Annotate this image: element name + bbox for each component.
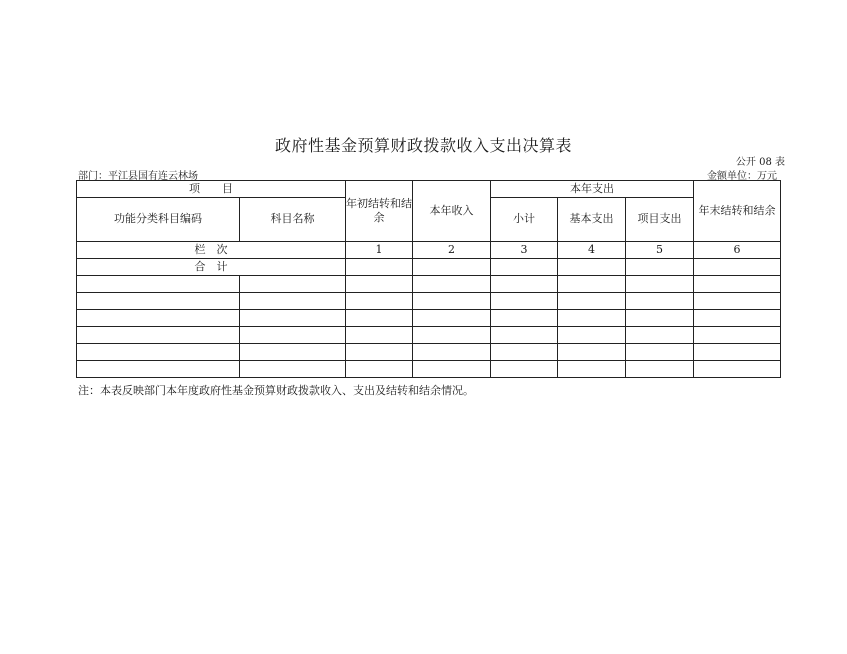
table-cell bbox=[346, 310, 413, 327]
table-row bbox=[77, 293, 781, 310]
table-cell bbox=[558, 293, 626, 310]
table-cell bbox=[77, 276, 240, 293]
table-cell bbox=[694, 276, 781, 293]
total-cell bbox=[491, 259, 558, 276]
header-item: 项 目 bbox=[77, 181, 346, 198]
table-cell bbox=[491, 293, 558, 310]
table-cell bbox=[240, 276, 346, 293]
total-cell bbox=[694, 259, 781, 276]
footnote: 注：本表反映部门本年度政府性基金预算财政拨款收入、支出及结转和结余情况。 bbox=[78, 384, 474, 397]
lanci-value: 1 bbox=[346, 242, 413, 259]
table-cell bbox=[491, 344, 558, 361]
table-cell bbox=[77, 344, 240, 361]
header-function-code: 功能分类科目编码 bbox=[77, 198, 240, 242]
table-cell bbox=[240, 293, 346, 310]
header-begin-balance: 年初结转和结余 bbox=[346, 181, 413, 242]
table-cell bbox=[626, 276, 694, 293]
lanci-label: 栏 次 bbox=[77, 242, 346, 259]
total-cell bbox=[626, 259, 694, 276]
table-cell bbox=[558, 310, 626, 327]
table-cell bbox=[413, 293, 491, 310]
header-project-expense: 项目支出 bbox=[626, 198, 694, 242]
table-cell bbox=[694, 310, 781, 327]
header-subject-name: 科目名称 bbox=[240, 198, 346, 242]
lanci-value: 5 bbox=[626, 242, 694, 259]
table-cell bbox=[491, 276, 558, 293]
header-expense-group: 本年支出 bbox=[491, 181, 694, 198]
department-label: 部门：平江县国有连云林场 bbox=[78, 171, 198, 182]
lanci-value: 4 bbox=[558, 242, 626, 259]
table-cell bbox=[413, 276, 491, 293]
budget-table bbox=[76, 180, 781, 378]
table-cell bbox=[77, 361, 240, 378]
table-cell bbox=[694, 344, 781, 361]
total-row bbox=[77, 259, 781, 276]
lanci-value: 6 bbox=[694, 242, 781, 259]
lanci-value: 2 bbox=[413, 242, 491, 259]
table-cell bbox=[346, 327, 413, 344]
table-cell bbox=[77, 327, 240, 344]
table-cell bbox=[694, 327, 781, 344]
header-subtotal: 小计 bbox=[491, 198, 558, 242]
table-cell bbox=[346, 344, 413, 361]
table-cell bbox=[626, 344, 694, 361]
header-income: 本年收入 bbox=[413, 181, 491, 242]
lanci-row bbox=[77, 242, 781, 259]
table-cell bbox=[558, 344, 626, 361]
table-cell bbox=[694, 293, 781, 310]
table-row bbox=[77, 361, 781, 378]
table-cell bbox=[346, 276, 413, 293]
table-cell bbox=[694, 361, 781, 378]
form-number: 公开 08 表 bbox=[735, 157, 785, 168]
table-cell bbox=[413, 344, 491, 361]
table-cell bbox=[491, 310, 558, 327]
table-cell bbox=[240, 344, 346, 361]
table-cell bbox=[558, 276, 626, 293]
table-cell bbox=[558, 361, 626, 378]
table-row bbox=[77, 310, 781, 327]
total-cell bbox=[558, 259, 626, 276]
table-cell bbox=[491, 327, 558, 344]
table-row bbox=[77, 327, 781, 344]
table-row bbox=[77, 276, 781, 293]
table-cell bbox=[626, 361, 694, 378]
table-cell bbox=[77, 310, 240, 327]
amount-unit-label: 金额单位：万元 bbox=[707, 171, 777, 182]
table-cell bbox=[240, 361, 346, 378]
table-cell bbox=[346, 361, 413, 378]
table-cell bbox=[558, 327, 626, 344]
report-title: 政府性基金预算财政拨款收入支出决算表 bbox=[274, 136, 572, 155]
table-cell bbox=[413, 310, 491, 327]
table-cell bbox=[491, 361, 558, 378]
table-cell bbox=[626, 293, 694, 310]
total-cell bbox=[413, 259, 491, 276]
total-label: 合 计 bbox=[77, 259, 346, 276]
table-cell bbox=[346, 293, 413, 310]
table-cell bbox=[77, 293, 240, 310]
header-basic-expense: 基本支出 bbox=[558, 198, 626, 242]
header-end-balance: 年末结转和结余 bbox=[694, 181, 781, 242]
table-cell bbox=[413, 327, 491, 344]
table-cell bbox=[240, 327, 346, 344]
table-cell bbox=[240, 310, 346, 327]
lanci-value: 3 bbox=[491, 242, 558, 259]
table-cell bbox=[413, 361, 491, 378]
table-cell bbox=[626, 327, 694, 344]
table-cell bbox=[626, 310, 694, 327]
total-cell bbox=[346, 259, 413, 276]
table-row bbox=[77, 344, 781, 361]
